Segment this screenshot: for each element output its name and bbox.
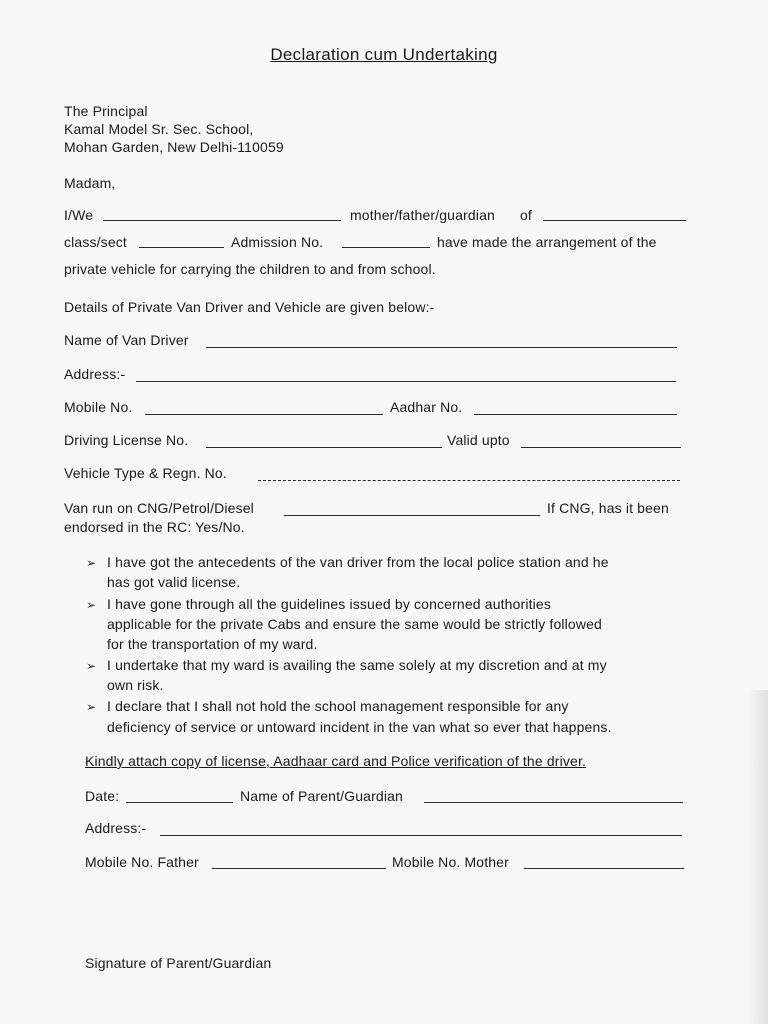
label-date: Date: — [85, 788, 120, 804]
class-sect-blank[interactable] — [139, 247, 224, 248]
mobile-father-blank[interactable] — [212, 868, 386, 869]
undertaking-2-line-1: I have gone through all the guidelines issued by concerned authorities — [107, 596, 552, 612]
undertaking-1-line-1: I have got the antecedents of the van driver from the local police station and he — [107, 554, 609, 570]
label-mobile-father: Mobile No. Father — [85, 854, 199, 870]
label-arrangement: have made the arrangement of the — [437, 234, 657, 250]
parent-address-blank[interactable] — [160, 835, 682, 836]
undertaking-3-line-2: own risk. — [107, 677, 164, 693]
label-valid-upto: Valid upto — [447, 432, 510, 448]
undertaking-2-line-3: for the transportation of my ward. — [107, 636, 318, 652]
driver-name-blank[interactable] — [206, 347, 677, 348]
undertaking-4-line-2: deficiency of service or untoward incident in the van what so ever that happens. — [107, 719, 612, 735]
arrow-bullet-icon: ➢ — [86, 598, 97, 612]
form-title: Declaration cum Undertaking — [270, 45, 498, 64]
label-mobile-mother: Mobile No. Mother — [392, 854, 509, 870]
addressee-line-2: Kamal Model Sr. Sec. School, — [64, 121, 254, 137]
fuel-type-blank[interactable] — [284, 515, 540, 516]
label-of: of — [520, 207, 532, 223]
signature-label: Signature of Parent/Guardian — [85, 955, 272, 971]
label-relation: mother/father/guardian — [350, 207, 495, 223]
label-cng-question: If CNG, has it been — [547, 500, 669, 516]
arrow-bullet-icon: ➢ — [86, 556, 97, 570]
admission-no-blank[interactable] — [342, 247, 430, 248]
label-vehicle-type: Vehicle Type & Regn. No. — [64, 465, 227, 481]
attach-note: Kindly attach copy of license, Aadhaar card and Police verification of the driver. — [85, 753, 587, 769]
label-admission-no: Admission No. — [231, 234, 324, 250]
arrow-bullet-icon: ➢ — [86, 700, 97, 714]
date-blank[interactable] — [126, 802, 233, 803]
label-driver-name: Name of Van Driver — [64, 332, 189, 348]
scan-edge-shadow — [748, 690, 768, 1024]
label-license: Driving License No. — [64, 432, 189, 448]
mobile-mother-blank[interactable] — [524, 868, 684, 869]
vehicle-regn-blank[interactable] — [258, 480, 680, 481]
undertaking-1-line-2: has got valid license. — [107, 574, 241, 590]
undertaking-3-line-1: I undertake that my ward is availing the same solely at my discretion and at my — [107, 657, 607, 673]
valid-upto-blank[interactable] — [521, 447, 681, 448]
arrow-bullet-icon: ➢ — [86, 659, 97, 673]
student-name-blank[interactable] — [543, 220, 686, 221]
license-no-blank[interactable] — [206, 447, 442, 448]
driver-aadhar-blank[interactable] — [474, 414, 677, 415]
addressee-line-1: The Principal — [64, 103, 148, 119]
driver-address-blank[interactable] — [136, 381, 676, 382]
label-mobile: Mobile No. — [64, 399, 133, 415]
label-iwe: I/We — [64, 207, 94, 223]
undertaking-4-line-1: I declare that I shall not hold the school management responsible for any — [107, 698, 569, 714]
label-parent-name: Name of Parent/Guardian — [240, 788, 403, 804]
label-aadhar: Aadhar No. — [390, 399, 463, 415]
label-endorsed: endorsed in the RC: Yes/No. — [64, 519, 245, 535]
undertaking-2-line-2: applicable for the private Cabs and ensure the same would be strictly followed — [107, 616, 602, 632]
parent-name-signature-blank[interactable] — [424, 802, 683, 803]
label-fuel: Van run on CNG/Petrol/Diesel — [64, 500, 254, 516]
label-address: Address:- — [64, 366, 126, 382]
details-heading: Details of Private Van Driver and Vehicle are given below:- — [64, 299, 435, 315]
addressee-line-3: Mohan Garden, New Delhi-110059 — [64, 139, 284, 155]
label-parent-address: Address:- — [85, 820, 147, 836]
label-purpose: private vehicle for carrying the children to and from school. — [64, 261, 436, 277]
label-class-sect: class/sect — [64, 234, 127, 250]
parent-name-blank[interactable] — [103, 220, 341, 221]
salutation: Madam, — [64, 175, 116, 191]
driver-mobile-blank[interactable] — [145, 414, 383, 415]
